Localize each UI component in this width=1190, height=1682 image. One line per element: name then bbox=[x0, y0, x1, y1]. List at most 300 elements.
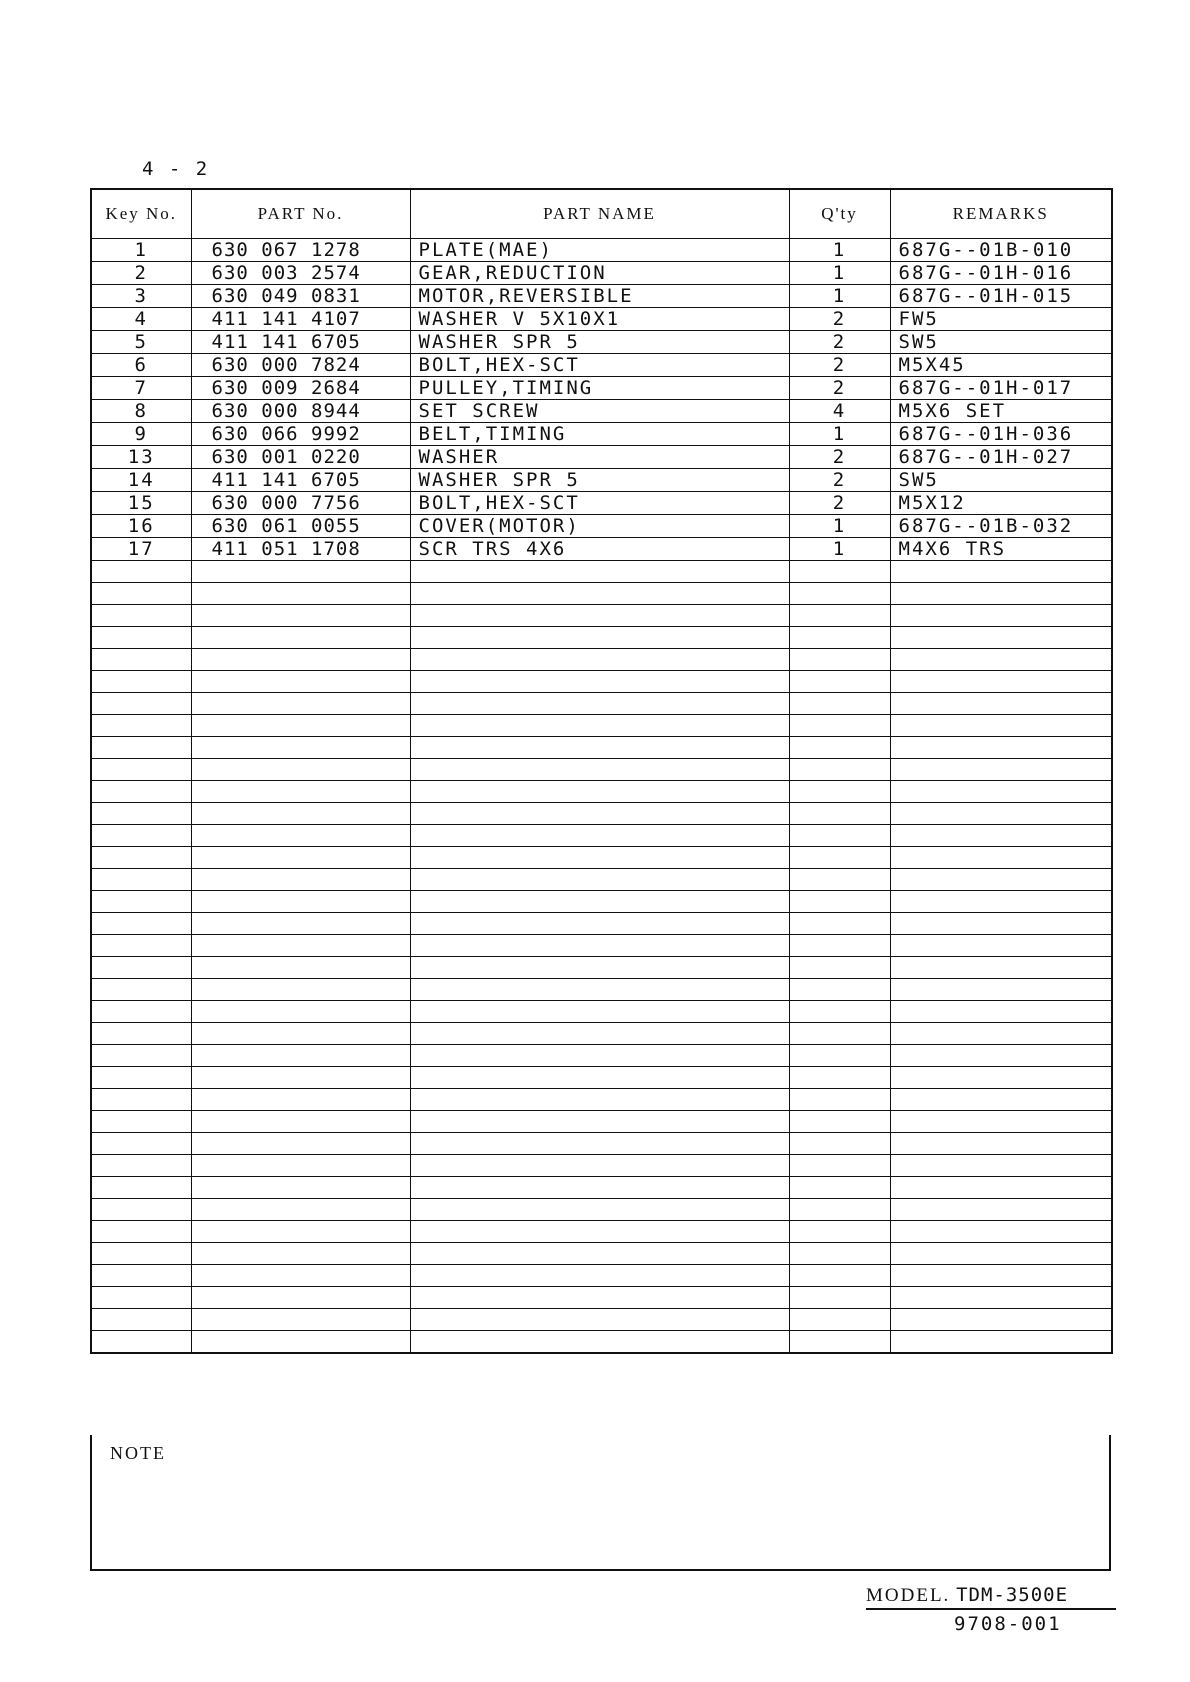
empty-cell bbox=[789, 825, 890, 847]
header-part-name: PART NAME bbox=[410, 189, 789, 239]
empty-row bbox=[91, 693, 1112, 715]
empty-cell bbox=[91, 671, 191, 693]
remarks-cell: 687G--01H-017 bbox=[890, 377, 1112, 400]
empty-cell bbox=[91, 1177, 191, 1199]
part-name-cell: GEAR,REDUCTION bbox=[410, 262, 789, 285]
empty-cell bbox=[410, 1155, 789, 1177]
empty-cell bbox=[410, 715, 789, 737]
qty-cell: 2 bbox=[789, 308, 890, 331]
empty-cell bbox=[789, 1155, 890, 1177]
note-box bbox=[90, 1435, 1111, 1571]
empty-cell bbox=[91, 1133, 191, 1155]
part-no-cell: 411 141 6705 bbox=[191, 469, 410, 492]
part-no-cell: 630 061 0055 bbox=[191, 515, 410, 538]
qty-cell: 1 bbox=[789, 285, 890, 308]
empty-row bbox=[91, 605, 1112, 627]
empty-cell bbox=[789, 693, 890, 715]
empty-row bbox=[91, 759, 1112, 781]
empty-cell bbox=[789, 935, 890, 957]
remarks-cell: 687G--01H-016 bbox=[890, 262, 1112, 285]
empty-cell bbox=[789, 759, 890, 781]
empty-cell bbox=[890, 1243, 1112, 1265]
empty-cell bbox=[890, 891, 1112, 913]
empty-cell bbox=[191, 957, 410, 979]
empty-cell bbox=[191, 1309, 410, 1331]
empty-row bbox=[91, 1265, 1112, 1287]
empty-row bbox=[91, 1155, 1112, 1177]
empty-cell bbox=[191, 913, 410, 935]
table-row bbox=[91, 285, 1112, 308]
empty-cell bbox=[91, 715, 191, 737]
empty-row bbox=[91, 1001, 1112, 1023]
empty-cell bbox=[789, 957, 890, 979]
qty-cell: 1 bbox=[789, 423, 890, 446]
empty-cell bbox=[191, 1265, 410, 1287]
key-no-cell: 2 bbox=[91, 262, 191, 285]
empty-cell bbox=[410, 1111, 789, 1133]
empty-cell bbox=[410, 605, 789, 627]
table-row bbox=[91, 354, 1112, 377]
empty-cell bbox=[410, 1243, 789, 1265]
empty-cell bbox=[91, 979, 191, 1001]
empty-cell bbox=[789, 913, 890, 935]
empty-row bbox=[91, 715, 1112, 737]
qty-cell: 2 bbox=[789, 331, 890, 354]
empty-cell bbox=[191, 737, 410, 759]
empty-cell bbox=[410, 1001, 789, 1023]
part-name-cell: COVER(MOTOR) bbox=[410, 515, 789, 538]
empty-cell bbox=[91, 583, 191, 605]
part-no-cell: 630 003 2574 bbox=[191, 262, 410, 285]
empty-row bbox=[91, 737, 1112, 759]
empty-cell bbox=[410, 1045, 789, 1067]
empty-row bbox=[91, 869, 1112, 891]
empty-row bbox=[91, 935, 1112, 957]
empty-cell bbox=[890, 979, 1112, 1001]
empty-cell bbox=[890, 1023, 1112, 1045]
empty-cell bbox=[191, 605, 410, 627]
empty-cell bbox=[890, 869, 1112, 891]
table-row bbox=[91, 262, 1112, 285]
remarks-cell: SW5 bbox=[890, 331, 1112, 354]
document-number: 9708-001 bbox=[954, 1613, 1062, 1635]
header-remarks: REMARKS bbox=[890, 189, 1112, 239]
empty-cell bbox=[789, 1331, 890, 1353]
part-name-cell: SET SCREW bbox=[410, 400, 789, 423]
part-name-cell: WASHER V 5X10X1 bbox=[410, 308, 789, 331]
empty-cell bbox=[890, 913, 1112, 935]
empty-cell bbox=[890, 1265, 1112, 1287]
empty-cell bbox=[410, 781, 789, 803]
empty-cell bbox=[789, 1287, 890, 1309]
empty-cell bbox=[890, 561, 1112, 583]
empty-row bbox=[91, 1133, 1112, 1155]
empty-cell bbox=[191, 583, 410, 605]
empty-cell bbox=[890, 605, 1112, 627]
empty-cell bbox=[890, 759, 1112, 781]
empty-cell bbox=[410, 1089, 789, 1111]
empty-row bbox=[91, 1199, 1112, 1221]
empty-cell bbox=[191, 649, 410, 671]
empty-cell bbox=[191, 803, 410, 825]
empty-cell bbox=[191, 1133, 410, 1155]
model-line bbox=[866, 1584, 1116, 1610]
empty-cell bbox=[410, 1199, 789, 1221]
empty-cell bbox=[410, 869, 789, 891]
part-no-cell: 630 000 7756 bbox=[191, 492, 410, 515]
empty-cell bbox=[91, 1001, 191, 1023]
empty-cell bbox=[91, 825, 191, 847]
empty-cell bbox=[410, 1023, 789, 1045]
empty-cell bbox=[91, 605, 191, 627]
empty-cell bbox=[191, 891, 410, 913]
empty-cell bbox=[91, 1111, 191, 1133]
parts-table bbox=[90, 188, 1113, 1354]
empty-cell bbox=[191, 781, 410, 803]
empty-cell bbox=[890, 1177, 1112, 1199]
empty-cell bbox=[191, 1089, 410, 1111]
remarks-cell: M5X45 bbox=[890, 354, 1112, 377]
empty-cell bbox=[91, 869, 191, 891]
empty-cell bbox=[890, 1067, 1112, 1089]
empty-cell bbox=[410, 759, 789, 781]
empty-row bbox=[91, 979, 1112, 1001]
empty-cell bbox=[191, 979, 410, 1001]
header-row bbox=[91, 189, 1112, 239]
remarks-cell: 687G--01H-015 bbox=[890, 285, 1112, 308]
empty-cell bbox=[91, 891, 191, 913]
empty-cell bbox=[91, 1199, 191, 1221]
empty-cell bbox=[91, 1309, 191, 1331]
model-label: MODEL. bbox=[866, 1585, 951, 1606]
empty-cell bbox=[191, 825, 410, 847]
empty-cell bbox=[191, 627, 410, 649]
empty-row bbox=[91, 583, 1112, 605]
remarks-cell: FW5 bbox=[890, 308, 1112, 331]
empty-cell bbox=[410, 847, 789, 869]
empty-cell bbox=[410, 891, 789, 913]
empty-cell bbox=[789, 847, 890, 869]
empty-cell bbox=[890, 671, 1112, 693]
empty-cell bbox=[410, 935, 789, 957]
empty-cell bbox=[191, 715, 410, 737]
empty-cell bbox=[789, 583, 890, 605]
empty-cell bbox=[410, 979, 789, 1001]
empty-cell bbox=[890, 825, 1112, 847]
empty-cell bbox=[410, 561, 789, 583]
empty-cell bbox=[890, 737, 1112, 759]
empty-cell bbox=[91, 561, 191, 583]
empty-cell bbox=[410, 1265, 789, 1287]
key-no-cell: 5 bbox=[91, 331, 191, 354]
empty-cell bbox=[410, 825, 789, 847]
qty-cell: 2 bbox=[789, 354, 890, 377]
empty-cell bbox=[890, 1001, 1112, 1023]
empty-cell bbox=[191, 1221, 410, 1243]
empty-cell bbox=[789, 1199, 890, 1221]
empty-cell bbox=[91, 1089, 191, 1111]
empty-cell bbox=[91, 627, 191, 649]
empty-cell bbox=[410, 1331, 789, 1353]
part-no-cell: 411 141 4107 bbox=[191, 308, 410, 331]
empty-cell bbox=[410, 1287, 789, 1309]
part-no-cell: 630 000 8944 bbox=[191, 400, 410, 423]
empty-cell bbox=[890, 957, 1112, 979]
remarks-cell: SW5 bbox=[890, 469, 1112, 492]
empty-cell bbox=[789, 737, 890, 759]
empty-cell bbox=[890, 1331, 1112, 1353]
empty-cell bbox=[890, 693, 1112, 715]
qty-cell: 1 bbox=[789, 239, 890, 262]
part-name-cell: BOLT,HEX-SCT bbox=[410, 354, 789, 377]
empty-cell bbox=[789, 1001, 890, 1023]
empty-cell bbox=[191, 869, 410, 891]
table-row bbox=[91, 469, 1112, 492]
table-row bbox=[91, 538, 1112, 561]
empty-cell bbox=[191, 693, 410, 715]
remarks-cell: M5X6 SET bbox=[890, 400, 1112, 423]
key-no-cell: 1 bbox=[91, 239, 191, 262]
empty-row bbox=[91, 1221, 1112, 1243]
empty-cell bbox=[191, 1199, 410, 1221]
part-name-cell: BELT,TIMING bbox=[410, 423, 789, 446]
part-no-cell: 411 051 1708 bbox=[191, 538, 410, 561]
qty-cell: 2 bbox=[789, 469, 890, 492]
header-key-no: Key No. bbox=[91, 189, 191, 239]
key-no-cell: 3 bbox=[91, 285, 191, 308]
empty-cell bbox=[890, 1111, 1112, 1133]
empty-cell bbox=[890, 627, 1112, 649]
empty-cell bbox=[410, 649, 789, 671]
empty-cell bbox=[789, 671, 890, 693]
empty-row bbox=[91, 847, 1112, 869]
empty-cell bbox=[410, 627, 789, 649]
table-row bbox=[91, 331, 1112, 354]
empty-cell bbox=[410, 1177, 789, 1199]
empty-cell bbox=[410, 1309, 789, 1331]
key-no-cell: 6 bbox=[91, 354, 191, 377]
key-no-cell: 9 bbox=[91, 423, 191, 446]
empty-row bbox=[91, 1287, 1112, 1309]
empty-cell bbox=[890, 803, 1112, 825]
empty-cell bbox=[91, 847, 191, 869]
empty-cell bbox=[410, 803, 789, 825]
empty-row bbox=[91, 1111, 1112, 1133]
empty-cell bbox=[91, 1023, 191, 1045]
key-no-cell: 16 bbox=[91, 515, 191, 538]
part-name-cell: PULLEY,TIMING bbox=[410, 377, 789, 400]
header-qty: Q'ty bbox=[789, 189, 890, 239]
remarks-cell: 687G--01H-027 bbox=[890, 446, 1112, 469]
empty-cell bbox=[191, 1023, 410, 1045]
empty-cell bbox=[91, 1067, 191, 1089]
empty-cell bbox=[191, 1287, 410, 1309]
qty-cell: 1 bbox=[789, 262, 890, 285]
empty-cell bbox=[789, 649, 890, 671]
empty-cell bbox=[789, 979, 890, 1001]
empty-cell bbox=[191, 759, 410, 781]
empty-row bbox=[91, 1089, 1112, 1111]
table-row bbox=[91, 446, 1112, 469]
empty-cell bbox=[91, 803, 191, 825]
empty-cell bbox=[890, 1155, 1112, 1177]
part-name-cell: SCR TRS 4X6 bbox=[410, 538, 789, 561]
empty-cell bbox=[91, 759, 191, 781]
empty-cell bbox=[91, 737, 191, 759]
empty-cell bbox=[789, 715, 890, 737]
empty-row bbox=[91, 891, 1112, 913]
empty-cell bbox=[789, 627, 890, 649]
empty-cell bbox=[789, 605, 890, 627]
empty-cell bbox=[191, 1067, 410, 1089]
empty-cell bbox=[890, 1089, 1112, 1111]
table-row bbox=[91, 239, 1112, 262]
note-label: NOTE bbox=[110, 1443, 166, 1463]
empty-row bbox=[91, 671, 1112, 693]
empty-cell bbox=[789, 1089, 890, 1111]
part-no-cell: 411 141 6705 bbox=[191, 331, 410, 354]
empty-cell bbox=[890, 1133, 1112, 1155]
empty-row bbox=[91, 627, 1112, 649]
empty-cell bbox=[91, 1243, 191, 1265]
empty-cell bbox=[91, 935, 191, 957]
table-row bbox=[91, 423, 1112, 446]
part-no-cell: 630 009 2684 bbox=[191, 377, 410, 400]
empty-cell bbox=[91, 1265, 191, 1287]
remarks-cell: 687G--01B-010 bbox=[890, 239, 1112, 262]
empty-cell bbox=[191, 935, 410, 957]
table-row bbox=[91, 308, 1112, 331]
empty-row bbox=[91, 913, 1112, 935]
table-row bbox=[91, 492, 1112, 515]
empty-cell bbox=[789, 1133, 890, 1155]
empty-cell bbox=[890, 1045, 1112, 1067]
empty-cell bbox=[789, 1177, 890, 1199]
empty-cell bbox=[890, 1309, 1112, 1331]
empty-cell bbox=[410, 693, 789, 715]
parts-table-body bbox=[91, 239, 1112, 1353]
empty-cell bbox=[191, 1045, 410, 1067]
empty-cell bbox=[91, 1155, 191, 1177]
part-no-cell: 630 049 0831 bbox=[191, 285, 410, 308]
empty-cell bbox=[789, 781, 890, 803]
empty-row bbox=[91, 1331, 1112, 1353]
empty-cell bbox=[789, 1045, 890, 1067]
empty-row bbox=[91, 825, 1112, 847]
empty-cell bbox=[191, 1111, 410, 1133]
empty-cell bbox=[191, 1331, 410, 1353]
empty-cell bbox=[890, 715, 1112, 737]
empty-cell bbox=[410, 671, 789, 693]
empty-row bbox=[91, 649, 1112, 671]
key-no-cell: 17 bbox=[91, 538, 191, 561]
part-name-cell: BOLT,HEX-SCT bbox=[410, 492, 789, 515]
qty-cell: 4 bbox=[789, 400, 890, 423]
qty-cell: 1 bbox=[789, 538, 890, 561]
empty-cell bbox=[91, 1331, 191, 1353]
empty-cell bbox=[890, 649, 1112, 671]
qty-cell: 2 bbox=[789, 492, 890, 515]
empty-cell bbox=[91, 913, 191, 935]
empty-cell bbox=[191, 671, 410, 693]
part-no-cell: 630 001 0220 bbox=[191, 446, 410, 469]
empty-cell bbox=[789, 891, 890, 913]
qty-cell: 1 bbox=[789, 515, 890, 538]
empty-cell bbox=[410, 737, 789, 759]
remarks-cell: M5X12 bbox=[890, 492, 1112, 515]
empty-row bbox=[91, 1023, 1112, 1045]
empty-row bbox=[91, 1243, 1112, 1265]
empty-cell bbox=[410, 1067, 789, 1089]
empty-cell bbox=[789, 1023, 890, 1045]
empty-cell bbox=[91, 1045, 191, 1067]
empty-cell bbox=[890, 1221, 1112, 1243]
empty-cell bbox=[789, 1111, 890, 1133]
empty-cell bbox=[890, 1199, 1112, 1221]
empty-cell bbox=[91, 693, 191, 715]
remarks-cell: 687G--01B-032 bbox=[890, 515, 1112, 538]
key-no-cell: 4 bbox=[91, 308, 191, 331]
empty-row bbox=[91, 803, 1112, 825]
table-row bbox=[91, 377, 1112, 400]
model-value: TDM-3500E bbox=[956, 1584, 1069, 1606]
empty-row bbox=[91, 1309, 1112, 1331]
empty-cell bbox=[789, 803, 890, 825]
table-row bbox=[91, 515, 1112, 538]
empty-row bbox=[91, 1067, 1112, 1089]
empty-cell bbox=[191, 1177, 410, 1199]
empty-cell bbox=[410, 913, 789, 935]
empty-cell bbox=[410, 1221, 789, 1243]
part-name-cell: WASHER bbox=[410, 446, 789, 469]
empty-cell bbox=[789, 1265, 890, 1287]
empty-cell bbox=[789, 1309, 890, 1331]
empty-row bbox=[91, 781, 1112, 803]
part-name-cell: PLATE(MAE) bbox=[410, 239, 789, 262]
empty-cell bbox=[410, 583, 789, 605]
qty-cell: 2 bbox=[789, 377, 890, 400]
empty-row bbox=[91, 1045, 1112, 1067]
empty-row bbox=[91, 561, 1112, 583]
empty-cell bbox=[789, 869, 890, 891]
key-no-cell: 14 bbox=[91, 469, 191, 492]
empty-cell bbox=[410, 957, 789, 979]
remarks-cell: 687G--01H-036 bbox=[890, 423, 1112, 446]
empty-cell bbox=[890, 847, 1112, 869]
header-part-no: PART No. bbox=[191, 189, 410, 239]
empty-cell bbox=[191, 1001, 410, 1023]
page-number: 4 - 2 bbox=[142, 158, 210, 180]
empty-cell bbox=[410, 1133, 789, 1155]
part-no-cell: 630 066 9992 bbox=[191, 423, 410, 446]
key-no-cell: 13 bbox=[91, 446, 191, 469]
empty-cell bbox=[890, 781, 1112, 803]
empty-cell bbox=[191, 847, 410, 869]
table-row bbox=[91, 400, 1112, 423]
remarks-cell: M4X6 TRS bbox=[890, 538, 1112, 561]
empty-cell bbox=[91, 649, 191, 671]
key-no-cell: 15 bbox=[91, 492, 191, 515]
empty-cell bbox=[890, 583, 1112, 605]
empty-cell bbox=[91, 1221, 191, 1243]
qty-cell: 2 bbox=[789, 446, 890, 469]
part-no-cell: 630 067 1278 bbox=[191, 239, 410, 262]
empty-cell bbox=[91, 1287, 191, 1309]
empty-cell bbox=[91, 957, 191, 979]
part-no-cell: 630 000 7824 bbox=[191, 354, 410, 377]
empty-cell bbox=[191, 561, 410, 583]
empty-cell bbox=[191, 1243, 410, 1265]
